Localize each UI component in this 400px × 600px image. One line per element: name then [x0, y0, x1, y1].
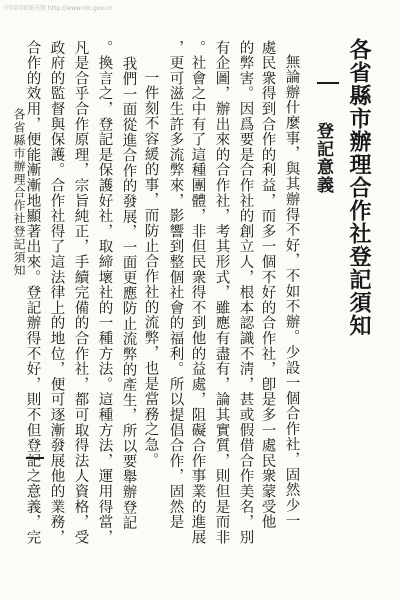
body-text-column: 的弊害。因爲要是合作社的創立人，根本認識不淸，甚或假借合作美名，別	[237, 40, 254, 545]
body-text-column: 。換言之，登記是保護好社，取締壞社的一種方法。這種方法，運用得當，	[96, 40, 113, 545]
section-heading	[314, 82, 344, 252]
body-text-column: 凡是合乎合作原理，宗旨純正，手續完備的合作社，都可取得法人資格，受	[72, 40, 89, 545]
body-text-column: 有企圖，辦出來的合作社，考其形式，雖應有盡有，論其實質，則但是而非	[213, 40, 230, 545]
body-text-column: 。社會之中有了這種團體，非但民衆得不到他的益處，阻礙合作事業的進展	[189, 40, 206, 545]
body-text-column: 一件刻不容緩的事，而防止合作社的流弊，也是當務之急。	[142, 70, 159, 468]
body-text-column: 處民衆得到合作的利益，而多一個不好的合作社，卽是多一處民衆蒙受他	[259, 40, 276, 530]
document-title: 各省縣市辦理合作社登記須知	[346, 38, 372, 337]
body-text-column: 政府的監督與保護。合作社得了這法律上的地位，便可逐漸發展他的業務，	[48, 40, 65, 545]
body-text-column: ，更可滋生許多流弊來，影響到整個社會的福利。所以提倡合作，固然是	[167, 40, 184, 530]
section-number-mark	[317, 82, 339, 84]
running-header: 各省縣市辦理合作社登記須知	[12, 108, 26, 277]
body-text-column: 合作的效用，便能漸漸地顯著出來。登記辦得不好，則不但登記之意義，完	[24, 40, 41, 545]
section-title: 登記意義	[313, 122, 333, 194]
library-watermark: 中国国家图书馆 http://www.nlc.gov.cn	[4, 5, 113, 12]
body-text-column: 我們一面從進合作的發展，一面更應防止流弊的產生，所以要舉辦登記	[120, 56, 137, 531]
body-text-column: 無論辦什麼事，與其辦得不好，不如不辦。少設一個合作社，固然少一	[283, 54, 300, 529]
page-number	[26, 457, 44, 459]
